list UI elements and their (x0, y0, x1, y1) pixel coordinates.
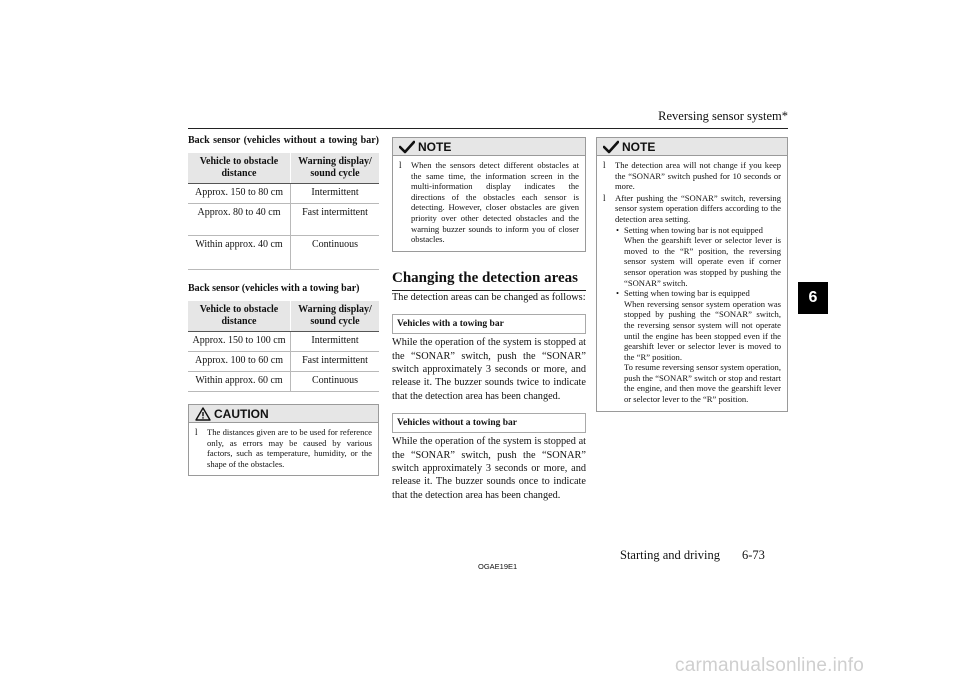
page-number: 6-73 (742, 548, 765, 562)
note-header (393, 138, 585, 156)
table-cell: Intermittent (291, 184, 380, 204)
footer-code: OGAE19E1 (478, 562, 518, 571)
bullet-icon: l (603, 192, 606, 203)
note-label: NOTE (418, 139, 452, 154)
note-body (597, 156, 787, 411)
table-cell: Approx. 80 to 40 cm (188, 204, 291, 236)
note-box (392, 137, 586, 252)
table-header-distance: Vehicle to obstacle distance (188, 301, 291, 332)
note-text: When the sensors detect different obstacles at the same time, the information screen in the multi-information display indicates the directions of the obstacles each sensor is detecting. However, closer obstacles are given priority over other detected obstacles and the warning buzzer sounds to inform you of closer obstacles. (411, 160, 579, 245)
list-item (603, 193, 781, 405)
sub-item-text: When the gearshift lever or selector lever is moved to the “R” position, the reversing sensor system will operate even if corner sensor operation was stopped by pushing the “SONAR” switch. (624, 235, 781, 288)
table-cell: Approx. 150 to 100 cm (188, 332, 291, 352)
paragraph-without-towing-bar: While the operation of the system is stopped at the “SONAR” switch, push the “SONAR” switch approximately 3 seconds or more, and release it. The buzzer sounds once to indicate that the detection area has been changed. (392, 436, 586, 501)
sub-item-title: Setting when towing bar is equipped (624, 288, 750, 299)
check-note-icon (603, 140, 619, 154)
footer-section-title: Starting and driving (620, 548, 720, 562)
list-item (603, 160, 781, 192)
section-heading-no-towing-bar: Back sensor (vehicles without a towing bar) (188, 135, 379, 146)
caution-label: CAUTION (214, 406, 269, 421)
caution-body (189, 423, 378, 475)
list-item (195, 427, 372, 469)
table-header-distance: Vehicle to obstacle distance (188, 153, 291, 184)
caution-text: The distances given are to be used for reference only, as errors may be caused by various factors, such as temperature, humidity, or the shape of the obstacles. (207, 427, 372, 469)
chapter-tab[interactable]: 6 (798, 282, 828, 314)
note-header (597, 138, 787, 156)
table-row (188, 352, 379, 372)
table-header-warning: Warning display/ sound cycle (291, 301, 380, 332)
middle-column (392, 137, 586, 502)
bullet-dot-icon: • (616, 288, 620, 299)
running-header-title: Reversing sensor system* (658, 109, 788, 123)
note-text: After pushing the “SONAR” switch, reversing sensor system operation differs according to the detection area setting. (615, 192, 781, 224)
section-heading-with-towing-bar: Back sensor (vehicles with a towing bar) (188, 283, 360, 294)
bullet-icon: l (195, 427, 198, 437)
sub-item-title: Setting when towing bar is not equipped (624, 224, 763, 235)
note-text: The detection area will not change if you keep the “SONAR” switch pushed for 10 seconds or more. (615, 160, 781, 192)
note-body (393, 156, 585, 251)
table-no-towing-bar (188, 153, 379, 270)
table-cell: Approx. 150 to 80 cm (188, 184, 291, 204)
table-cell: Continuous (291, 372, 380, 392)
table-row (188, 204, 379, 236)
subheading-without-towing-bar: Vehicles without a towing bar (392, 413, 586, 433)
caution-header (189, 405, 378, 423)
sub-item-text: When reversing sensor system operation was stopped by pushing the “SONAR” switch, the reversing sensor system will not operate until the engine has been stopped even if the gearshift lever or selector lever is moved to the “R” position. (624, 298, 781, 362)
note-label: NOTE (622, 139, 656, 154)
list-item (399, 160, 579, 245)
warning-triangle-icon (195, 407, 211, 421)
table-cell: Fast intermittent (291, 204, 380, 236)
caution-box (188, 404, 379, 476)
table-cell: Within approx. 40 cm (188, 236, 291, 270)
sub-list-item (615, 288, 781, 299)
subheading-with-towing-bar: Vehicles with a towing bar (392, 314, 586, 334)
table-row (188, 372, 379, 392)
bullet-icon: l (399, 160, 402, 170)
table-cell: Approx. 100 to 60 cm (188, 352, 291, 372)
table-with-towing-bar (188, 301, 379, 392)
paragraph-with-towing-bar: While the operation of the system is stopped at the “SONAR” switch, push the “SONAR” switch approximately 3 seconds or more, and release it. The buzzer sounds twice to indicate that the detection area has been changed. (392, 337, 586, 402)
table-row (188, 236, 379, 270)
left-column (188, 134, 379, 476)
watermark: carmanualsonline.info (675, 655, 865, 676)
table-row (188, 184, 379, 204)
bullet-icon: l (603, 160, 606, 170)
bullet-dot-icon: • (616, 224, 620, 235)
table-header-warning: Warning display/ sound cycle (291, 153, 380, 184)
intro-paragraph: The detection areas can be changed as follows: (392, 291, 586, 303)
note-box (596, 137, 788, 412)
table-cell: Intermittent (291, 332, 380, 352)
header-rule (188, 128, 788, 129)
check-note-icon (399, 140, 415, 154)
table-cell: Continuous (291, 236, 380, 270)
section-title: Changing the detection areas (392, 270, 586, 291)
table-cell: Within approx. 60 cm (188, 372, 291, 392)
sub-item-text: To resume reversing sensor system operation, push the “SONAR” switch or stop and restart the engine, and then move the gearshift lever or selector lever to the “R” position. (624, 362, 781, 405)
table-cell: Fast intermittent (291, 352, 380, 372)
table-row (188, 332, 379, 352)
sub-list-item (615, 225, 781, 236)
right-column (596, 137, 788, 412)
